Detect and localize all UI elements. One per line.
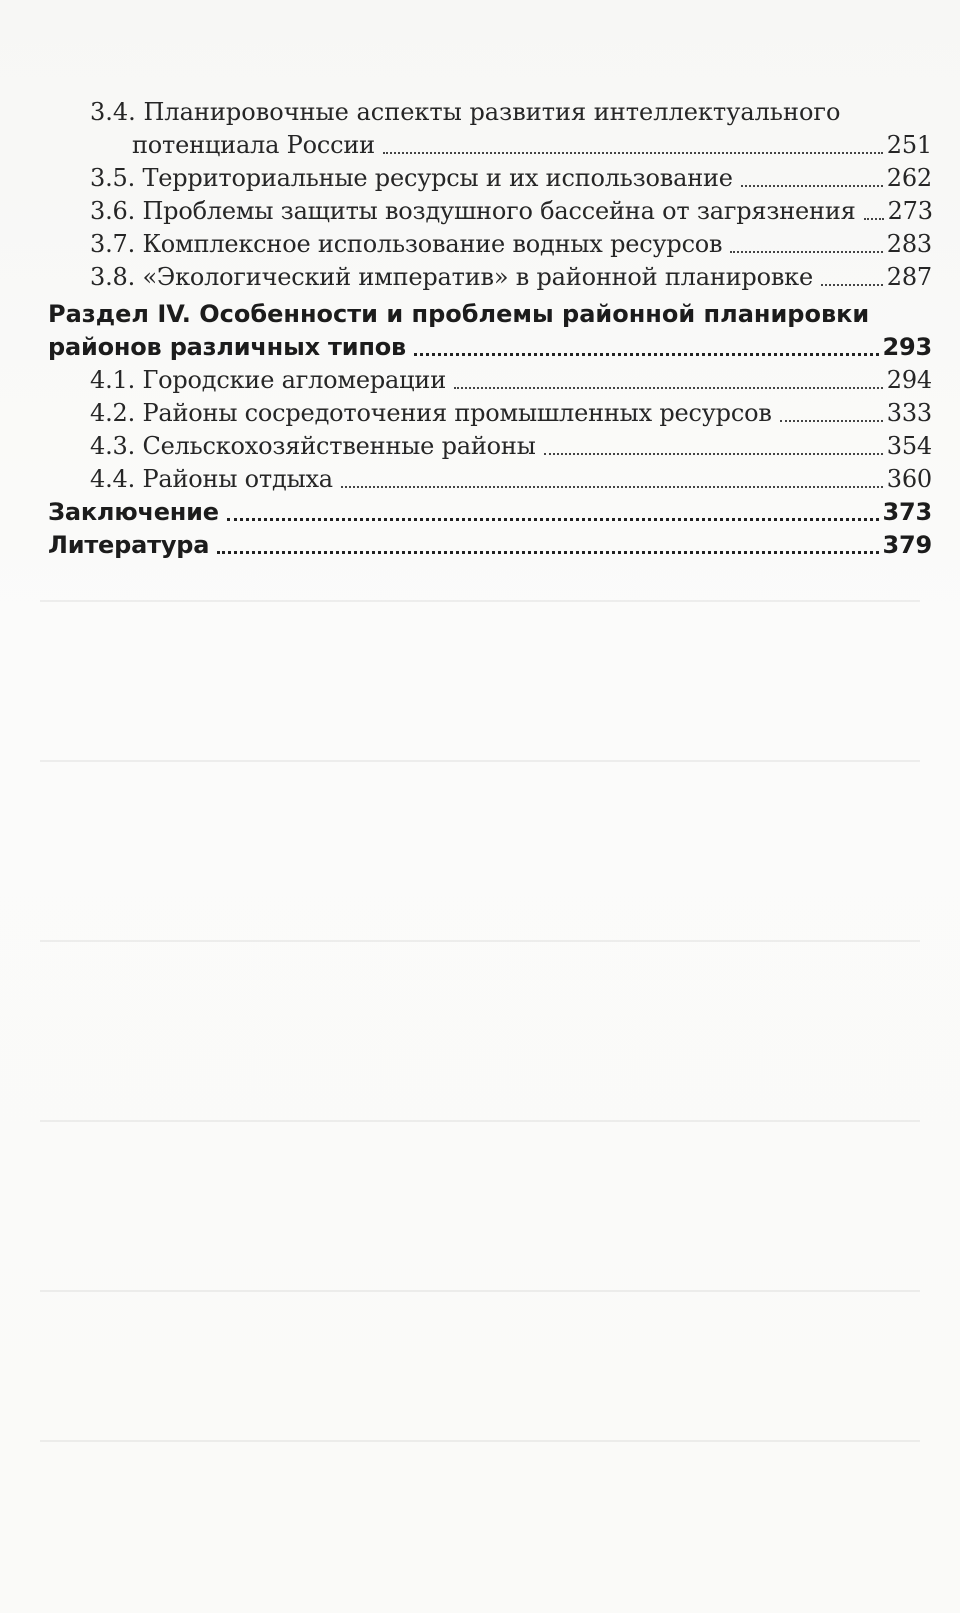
show-through-line (40, 1290, 920, 1292)
toc-literature (48, 529, 932, 562)
toc-entry-number: 3.5. (90, 164, 135, 192)
table-of-contents (48, 96, 932, 562)
toc-entry-3-8 (48, 261, 932, 294)
toc-entry-title: Районы сосредоточения промышленных ресурсов (142, 399, 772, 427)
show-through-line (40, 1120, 920, 1122)
leader-dots (864, 218, 884, 220)
toc-entry-title: Литература (48, 531, 210, 559)
toc-entry-title: Территориальные ресурсы и их использование (142, 164, 733, 192)
show-through-line (40, 600, 920, 602)
leader-dots (544, 453, 883, 455)
toc-page-number: 287 (886, 263, 932, 291)
toc-section-4-line2 (48, 331, 932, 364)
leader-dots (414, 353, 879, 356)
leader-dots (227, 518, 879, 521)
toc-entry-number: 4.3. (90, 432, 135, 460)
toc-entry-3-7 (48, 228, 932, 261)
toc-page-number: 293 (882, 333, 932, 361)
toc-page-number: 333 (886, 399, 932, 427)
toc-entry-number: 4.1. (90, 366, 135, 394)
toc-entry-3-4-line2 (48, 129, 932, 162)
toc-conclusion (48, 496, 932, 529)
toc-entry-4-3 (48, 430, 932, 463)
toc-page-number: 283 (886, 230, 932, 258)
toc-entry-title: Проблемы защиты воздушного бассейна от загрязнения (142, 197, 856, 225)
toc-page-number: 373 (882, 498, 932, 526)
toc-entry-title: «Экологический императив» в районной планировке (142, 263, 813, 291)
toc-entry-number: 3.7. (90, 230, 135, 258)
toc-entry-title: Городские агломерации (142, 366, 446, 394)
leader-dots (741, 185, 883, 187)
show-through-line (40, 940, 920, 942)
toc-entry-title: Комплексное использование водных ресурсов (142, 230, 723, 258)
toc-entry-title: Заключение (48, 498, 219, 526)
toc-entry-4-1 (48, 364, 932, 397)
show-through-line (40, 1440, 920, 1442)
toc-section-4-line1: Раздел IV. Особенности и проблемы районной планировки (48, 300, 870, 328)
toc-page-number: 379 (882, 531, 932, 559)
leader-dots (730, 251, 882, 253)
leader-dots (217, 551, 878, 554)
toc-page-number: 251 (886, 131, 932, 159)
toc-entry-4-4 (48, 463, 932, 496)
toc-entry-number: 4.4. (90, 465, 135, 493)
toc-page-number: 273 (887, 197, 933, 225)
toc-entry-number: 3.8. (90, 263, 135, 291)
leader-dots (454, 387, 883, 389)
show-through-line (40, 760, 920, 762)
toc-page-number: 262 (886, 164, 932, 192)
toc-entry-number: 3.6. (90, 197, 135, 225)
toc-page-number: 360 (886, 465, 932, 493)
leader-dots (341, 486, 883, 488)
toc-section-title-continued: районов различных типов (48, 333, 406, 361)
leader-dots (780, 420, 883, 422)
leader-dots (383, 152, 883, 154)
toc-entry-title: Сельскохозяйственные районы (142, 432, 536, 460)
toc-entry-title-continued: потенциала России (132, 131, 375, 159)
toc-entry-number: 3.4. (90, 98, 136, 126)
toc-entry-title: Планировочные аспекты развития интеллектуального (143, 98, 841, 126)
toc-page-number: 294 (886, 366, 932, 394)
toc-entry-title: Районы отдыха (142, 465, 333, 493)
toc-entry-3-5 (48, 162, 932, 195)
leader-dots (821, 284, 883, 286)
toc-page-number: 354 (886, 432, 932, 460)
toc-entry-4-2 (48, 397, 932, 430)
toc-entry-3-6 (48, 195, 932, 228)
toc-entry-3-4-line1 (48, 96, 932, 129)
toc-entry-number: 4.2. (90, 399, 135, 427)
